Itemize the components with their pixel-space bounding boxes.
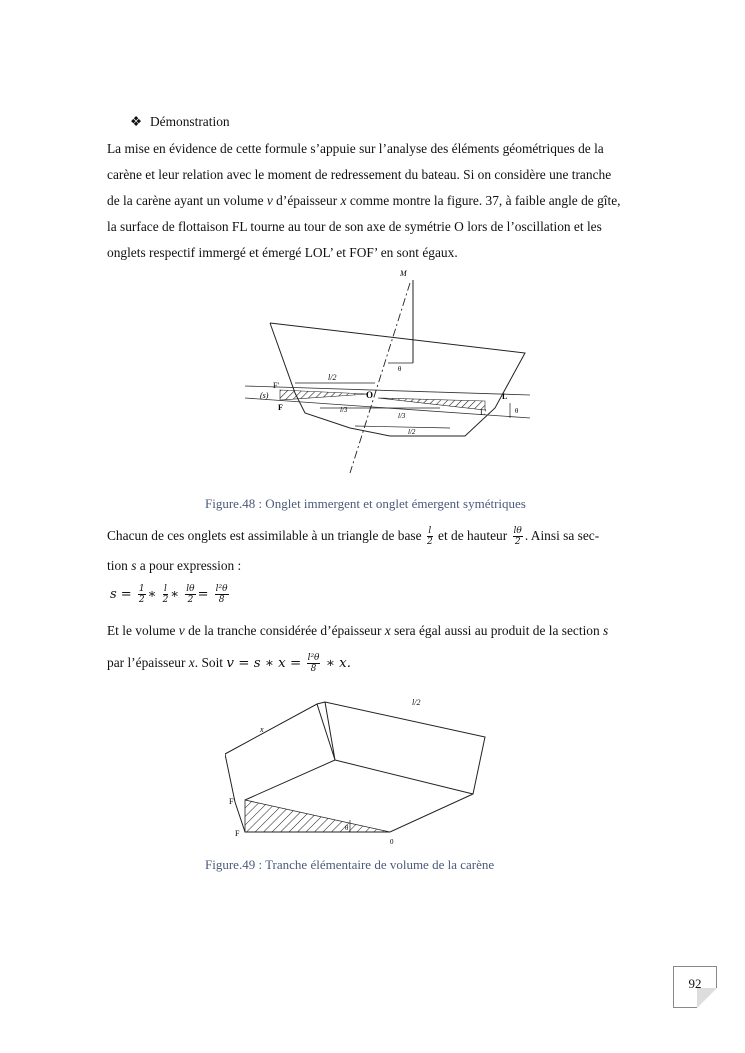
- label-l2-bottom: l/2: [408, 428, 416, 436]
- label-O: 0: [390, 838, 394, 846]
- text-line: Et le volume v de la tranche considérée d’épaisseur x sera égal aussi au produit de la section s: [107, 623, 609, 638]
- label-L-prime: L': [480, 408, 487, 417]
- label-theta: θ: [398, 365, 402, 373]
- paragraph-volume: [107, 618, 673, 677]
- hatched-section: [245, 800, 390, 832]
- label-theta: θ: [345, 824, 349, 832]
- label-O: O: [366, 390, 374, 400]
- symmetry-axis: [350, 283, 410, 473]
- page-number: 92: [688, 976, 702, 991]
- label-F-prime: F': [229, 797, 235, 806]
- page-number-box: [673, 966, 717, 1008]
- text-line: Chacun de ces onglets est assimilable à un triangle de base $\frac{l}{2}$ et de hauteur $\frac{l\theta}{2}$ . Ainsi sa sec-: [107, 526, 600, 548]
- emerged-wedge: [280, 390, 368, 400]
- label-l2-top: l/2: [328, 373, 337, 382]
- section-title: Démonstration: [150, 114, 230, 129]
- figure-49-diagram: [225, 692, 500, 852]
- label-theta-2: θ: [515, 407, 519, 415]
- label-L: L: [502, 392, 508, 401]
- label-F-prime: F': [273, 381, 279, 390]
- label-M: M: [400, 269, 407, 278]
- label-l2: l/2: [412, 698, 421, 707]
- figure-49-caption: Figure.49 : Tranche élémentaire de volume de la carène: [205, 857, 495, 872]
- label-s: (s): [260, 391, 269, 400]
- figure-48-caption: Figure.48 : Onglet immergent et onglet émergent symétriques: [205, 496, 526, 511]
- figure-48-diagram: [240, 268, 540, 478]
- label-l3: l/3: [340, 406, 348, 414]
- label-x: x: [260, 725, 264, 734]
- section-formula: s = $\frac{1}{2}$ ∗ $\frac{l}{2}$ ∗ $\frac{l\theta}{2}$ = $\frac{\text{l²θ}}{8}$: [110, 584, 228, 605]
- text-line: la surface de flottaison FL tourne au tour de son axe de symétrie O lors de l’oscillation et les: [107, 219, 602, 234]
- text-line: onglets respectif immergé et émergé LOL’ et FOF’ en sont égaux.: [107, 245, 458, 260]
- text-line: par l’épaisseur x. Soit v = s ∗ x = $\frac{\text{l²θ}}{8}$ ∗ x.: [107, 653, 351, 675]
- page-fold-icon: [697, 988, 717, 1008]
- section-heading: [130, 114, 230, 130]
- bullet-icon: ❖: [130, 114, 143, 129]
- text-line: La mise en évidence de cette formule s’appuie sur l’analyse des éléments géométriques de la: [107, 141, 604, 156]
- paragraph-intro: [107, 136, 673, 266]
- text-line: de la carène ayant un volume v d’épaisseur x comme montre la figure. 37, à faible angle de gîte,: [107, 193, 621, 208]
- text-line: carène et leur relation avec le moment de redressement du bateau. Si on considère une tranche: [107, 167, 612, 182]
- label-F: F: [235, 829, 240, 838]
- text-line: tion s a pour expression :: [107, 558, 242, 573]
- label-F: F: [278, 403, 283, 412]
- label-l3b: l/3: [398, 412, 406, 420]
- paragraph-section: [107, 523, 673, 579]
